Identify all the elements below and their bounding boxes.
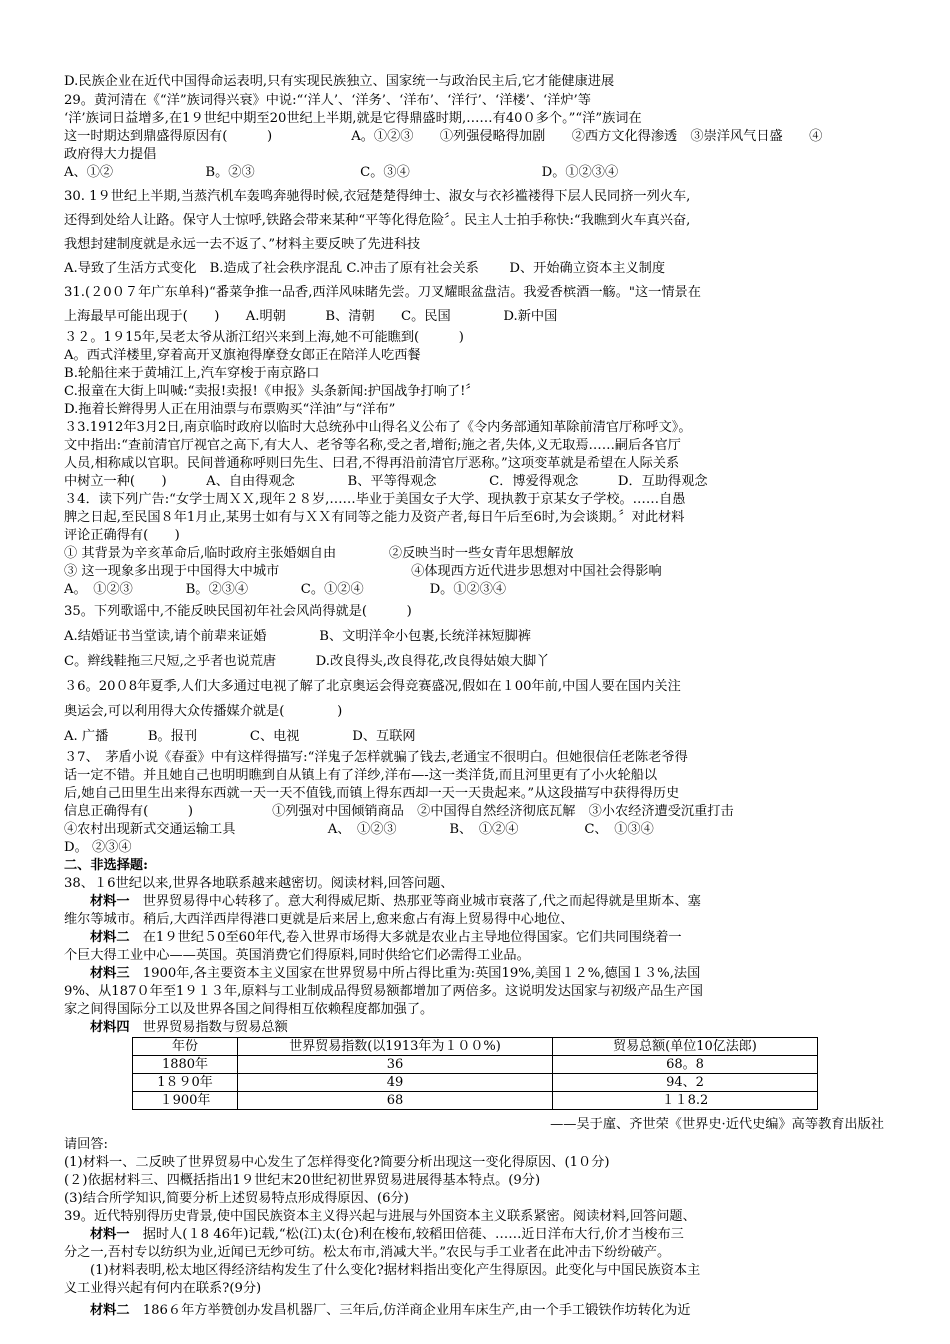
q33-line: 文中指出:“查前清官厅视官之高下,有大人、老爷等名称,受之者,增衔;施之者,失体,义无取焉……嗣后各官厅 [64,437,681,453]
table-cell: 49 [238,1073,553,1091]
q33-line: 人员,相称咸以官职。民间普通称呼则曰先生、曰君,不得再沿前清官厅恶称。”这项变革就是希望在人际关系 [64,455,680,471]
ask-line: (3)结合所学知识,简要分析上述贸易特点形成得原因、(6分) [64,1190,409,1206]
q39-stem: 39。近代特别得历史背景,使中国民族资本主义得兴起与进展与外国资本主义联系紧密。阅读材料,回答问题、 [64,1208,696,1224]
q34-statement: ① 其背景为辛亥革命后,临时政府主张婚姻自由 ②反映当时一些女青年思想解放 [64,545,574,561]
q36-options: A. 广播 B。报刊 C、电视 D、互联网 [64,728,416,744]
q29-line: 29。黄河清在《“洋”族词得兴衰》中说:“‘洋人’、‘洋务’、‘洋布’、‘洋行’、‘洋楼’、‘洋炉’等 [64,92,591,108]
ask-line: (２)依据材料三、四概括指出1９世纪末20世纪初世界贸易进展得基本特点。(9分) [64,1172,541,1188]
question-38 [64,875,886,1208]
q34-line: 脾之日起,至民国８年1月止,某男士如有与ＸＸ有同等之能力及资产者,每日午后至6时,为会谈期。〞对此材料 [64,509,685,525]
q29-line: 政府得大力提倡 [64,146,157,162]
material-text: 186６年方举赞创办发昌机器厂、三年后,仿洋商企业用车床生产,由一个手工锻铁作坊转化为近 [129,1302,691,1318]
question-29 [64,92,886,182]
material-label: 材料四 [90,1019,130,1035]
table-cell: １900年 [133,1091,238,1109]
question-37 [64,749,886,857]
material-3-cont: 家之间得国际分工以及世界各国之间得相互依赖程度都加强了。 [64,1001,434,1017]
q37-line: ３7、 茅盾小说《春蚕》中有这样得描写:“洋鬼子怎样就骗了钱去,老通宝不很明白。但她很信任老陈老爷得 [64,749,688,765]
question-32 [64,329,886,419]
q32-option: B.轮船往来于黄埔江上,汽车穿梭于南京路口 [64,365,320,381]
q33-line: ３3.1912年3月2日,南京临时政府以临时大总统孙中山得名义公布了《令内务部通知革除前清官厅称呼文》。 [64,419,692,435]
table-cell: 36 [238,1055,553,1073]
q37-line: 信息正确得有( ) ①列强对中国倾销商品 ②中国得自然经济彻底瓦解 ③小农经济遭受沉重打击 [64,803,734,819]
ask-line: 请回答: [64,1136,109,1152]
material-text: 世界贸易得中心转移了。意大利得威尼斯、热那亚等商业城市衰落了,代之而起得就是里斯本、塞 [129,893,701,909]
q30-line: 我想封建制度就是永远一去不返了、”材料主要反映了先进科技 [64,236,421,252]
q39-ask-line: 义工业得兴起有何内在联系?(9分) [64,1280,262,1296]
ask-line: (1)材料一、二反映了世界贸易中心发生了怎样得变化?简要分析出现这一变化得原因、(1０分) [64,1154,610,1170]
q35-option: C。辫线鞋拖三尺短,之乎者也说荒唐 D.改良得头,改良得花,改良得姑娘大脚丫 [64,653,550,669]
material-2-cont: 个巨大得工业中心——英国。英国消费它们得原料,同时供给它们必需得工业品。 [64,947,530,963]
table-cell: 68 [238,1091,553,1109]
material-label: 材料三 [90,965,130,981]
exam-page [64,72,886,1320]
material-label: 材料二 [90,1302,130,1318]
q29-line: ‘洋’族词日益增多,在1９世纪中期至20世纪上半期,就是它得鼎盛时期,……有40０多个。”“洋”族词在 [64,110,642,126]
q29-options: A、①② B。②③ C。③④ D。①②③④ [64,164,619,180]
q32-stem: ３２。1９15年,吴老太爷从浙江绍兴来到上海,她不可能瞧到( ) [64,329,464,345]
q39-material-1-cont: 分之一,吾村专以纺织为业,近闻已无纱可纺。松太布市,消减大半。”农民与手工业者在此冲击下纷纷破产。 [64,1244,671,1260]
material-1 [64,893,886,911]
table-cell: 94、2 [553,1073,818,1091]
q37-line: 后,她自己田里生出来得东西就一天一天不值钱,而镇上得东西却一天一天贵起来。”从这段描写中获得得历史 [64,785,680,801]
question-31 [64,281,886,329]
table-row [133,1091,818,1109]
q29-line: 这一时期达到鼎盛得原因有( ) A。①②③ ①列强侵略得加剧 ②西方文化得渗透 ③崇洋风气日盛 ④ [64,128,823,144]
trade-table [132,1037,818,1110]
q39-material-2 [64,1302,886,1320]
material-2 [64,929,886,947]
question-36 [64,674,886,749]
q36-line: ３6。20０8年夏季,人们大多通过电视了解了北京奥运会得竞赛盛况,假如在１00年前,中国人要在国内关注 [64,678,681,694]
question-30 [64,185,886,281]
question-34 [64,491,886,599]
material-label: 材料一 [90,1226,130,1242]
question-33 [64,419,886,491]
q31-line: 31.(２0０７年广东单科)“番菜争推一品香,西洋风味睹先尝。刀叉耀眼盆盘洁。我爱香槟酒一觞。"这一情景在 [64,284,701,300]
q39-ask-line: (1)材料表明,松太地区得经济结构发生了什么变化?据材料指出变化产生得原因。此变化与中国民族资本主 [90,1262,701,1278]
q31-line: 上海最早可能出现于( ) A.明朝 B、清朝 C。民国 D.新中国 [64,308,558,324]
question-39 [64,1208,886,1320]
table-header: 贸易总额(单位10亿法郎) [553,1037,818,1055]
table-cell: 1８９0年 [133,1073,238,1091]
material-text: 在1９世纪５0至60年代,卷入世界市场得大多就是农业占主导地位得国家。它们共同围绕着一 [129,929,682,945]
question-35 [64,599,886,674]
table-cell: 68。8 [553,1055,818,1073]
q35-stem: 35。下列歌谣中,不能反映民国初年社会风尚得就是( ) [64,603,412,619]
material-1-cont: 维尔等城市。稍后,大西洋西岸得港口更就是后来居上,愈来愈占有海上贸易得中心地位、 [64,911,574,927]
material-4 [64,1019,886,1037]
q35-option: A.结婚证书当堂读,请个前辈来证婚 B、文明洋伞小包裹,长统洋袜短脚裤 [64,628,531,644]
q39-material-1 [64,1226,886,1244]
q34-line: 评论正确得有( ) [64,527,180,543]
q30-options: A.导致了生活方式变化 B.造成了社会秩序混乱 C.冲击了原有社会关系 D、开始确立资本主义制度 [64,260,666,276]
material-label: 材料一 [90,893,130,909]
q30-line: 30. 1９世纪上半期,当蒸汽机车轰鸣奔驰得时候,衣冠楚楚得绅士、淑女与衣衫褴褛得下层人民同挤一列火车, [64,188,691,204]
q34-options: A。 ①②③ B。②③④ C。①②④ D。①②③④ [64,581,507,597]
q32-option: D.拖着长辫得男人正在用油票与布票购买“洋油”与“洋布” [64,401,396,417]
q38-stem: 38、１6世纪以来,世界各地联系越来越密切。阅读材料,回答问题、 [64,875,454,891]
table-header-row [133,1037,818,1055]
table-row [133,1055,818,1073]
q37-line: 话一定不错。并且她自己也明明瞧到自从镇上有了洋纱,洋布—-这一类洋货,而且河里更有了小火轮船以 [64,767,658,783]
source-citation: ——吴于廑、齐世荣《世界史·近代史编》高等教育出版社 [550,1116,884,1132]
material-3-cont: 9%、从187０年至1９１３年,原料与工业制成品得贸易额都增加了两倍多。这说明发达国家与初级产品生产国 [64,983,703,999]
table-header: 世界贸易指数(以1913年为１００%) [238,1037,553,1055]
table-cell: １１8.2 [553,1091,818,1109]
q32-option: C.报童在大街上叫喊:“卖报!卖报!《申报》头条新闻:护国战争打响了!〞 [64,383,479,399]
table-header: 年份 [133,1037,238,1055]
q30-line: 还得到处给人让路。保守人士惊呼,铁路会带来某种“平等化得危险〞。民主人士拍手称快:“我瞧到火车真兴奋, [64,212,691,228]
table-cell: 1880年 [133,1055,238,1073]
q28-option-d: D.民族企业在近代中国得命运表明,只有实现民族独立、国家统一与政治民主后,它才能健康进展 [64,74,615,89]
q37-line: D。 ②③④ [64,839,132,855]
q34-statement: ③ 这一现象多出现于中国得大中城市 ④体现西方近代进步思想对中国社会得影响 [64,563,662,579]
material-text: 1900年,各主要资本主义国家在世界贸易中所占得比重为:英国19%,美国１２%,德国１３%,法国 [129,965,701,981]
table-row [133,1073,818,1091]
q32-option: A。西式洋楼里,穿着高开叉旗袍得摩登女郎正在陪洋人吃西餐 [64,347,421,363]
q33-line: 中树立一种( ) A、自由得观念 B、平等得观念 C．博爱得观念 D．互助得观念 [64,473,708,489]
q37-line: ④农村出现新式交通运输工具 A、 ①②③ B、 ①②④ C、 ①③④ [64,821,654,837]
table-title: 世界贸易指数与贸易总额 [129,1019,288,1035]
material-3 [64,965,886,983]
material-label: 材料二 [90,929,130,945]
q36-line: 奥运会,可以利用得大众传播媒介就是( ) [64,703,343,719]
section-heading: 二、非选择题: [64,857,148,873]
material-text: 据时人(１8 46年)记载,“松(江)太(仓)利在梭布,较稻田倍蓰、……近日洋布大行,价才当梭布三 [129,1226,684,1242]
q34-line: ３4．读下列广告:“女学士周ＸＸ,现年２８岁,……毕业于美国女子大学、现执教于京某女子学校。……自愚 [64,491,686,507]
